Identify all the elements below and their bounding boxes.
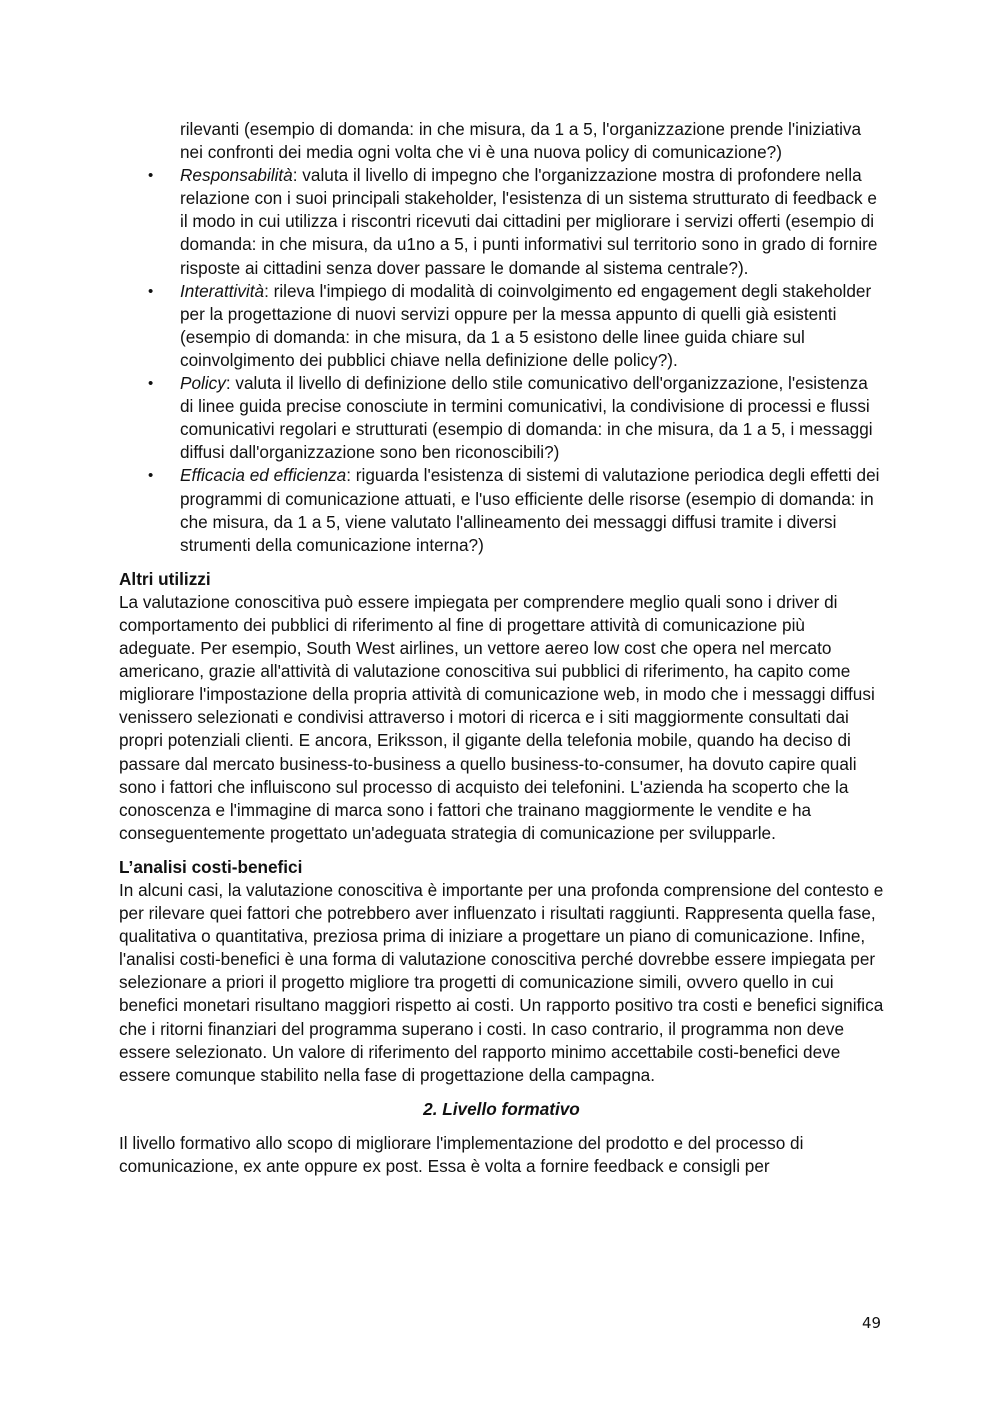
list-item <box>119 372 884 464</box>
heading-analisi-costi-benefici: L’analisi costi-benefici <box>119 856 303 877</box>
paragraph-livello-formativo: Il livello formativo allo scopo di migliorare l'implementazione del prodotto e del processo di comunicazione, ex ante oppure ex post. Essa è volta a fornire feedback e consigli per <box>119 1132 804 1177</box>
definition: : riguarda l'esistenza di sistemi di valutazione periodica degli effetti dei programmi di comunicazione attuati, e l'uso efficiente delle risorse (esempio di domanda: in che misura, da 1 a 5, viene valutato l'allineamento dei messaggi diffusi tramite i diversi strumenti della comunicazione interna?) <box>180 465 880 555</box>
bullet-icon: • <box>148 167 154 185</box>
definition: : valuta il livello di definizione dello stile comunicativo dell'organizzazione, l'esistenza di linee guida precise conosciute in termini comunicativi, la condivisione di processi e flussi comunicativi regolari e strutturati (esempio di domanda: in che misura, da 1 a 5, i messaggi diffusi dall'organizzazione sono ben riconoscibili?) <box>180 373 873 463</box>
page-number: 49 <box>862 1314 882 1332</box>
list-item <box>119 464 884 556</box>
term: Efficacia ed efficienza <box>180 465 347 486</box>
heading-altri-utilizzi: Altri utilizzi <box>119 568 211 589</box>
heading-livello-formativo: 2. Livello formativo <box>423 1098 580 1119</box>
definition: : valuta il livello di impegno che l'organizzazione mostra di profondere nella relazione con i suoi principali stakeholder, l'esistenza di un sistema strutturato di feedback e il modo in cui utilizza i riscontri ricevuti dai cittadini per migliorare i servizi offerti (esempio di domanda: in che misura, da u1no a 5, i punti informativi sul territorio sono in grado di fornire risposte ai cittadini senza dover passare le domande al sistema centrale?). <box>180 165 878 278</box>
list-item <box>119 164 884 279</box>
paragraph-analisi-costi-benefici: In alcuni casi, la valutazione conoscitiva è importante per una profonda comprensione del contesto e per rilevare quei fattori che potrebbero aver influenzato i risultati raggiunti. Rappresenta quella fase, qualitativa o quantitativa, preziosa prima di iniziare a progettare un piano di comunicazione. Infine, l'analisi costi-benefici è una forma di valutazione conoscitiva perché dovrebbe essere impiegata per selezionare a priori il progetto migliore tra progetti di comunicazione simili, ovvero quello in cui benefici monetari risultano maggiori rispetto ai costi. Un rapporto positivo tra costi e benefici significa che i ritorni finanziari del programma superano i costi. In caso contrario, il programma non deve essere selezionato. Un valore di riferimento del rapporto minimo accettabile costi-benefici deve essere comunque stabilito nella fase di progettazione della campagna. <box>119 880 884 1085</box>
criteria-list <box>119 164 884 557</box>
paragraph-altri-utilizzi: La valutazione conoscitiva può essere impiegata per comprendere meglio quali sono i driver di comportamento dei pubblici di riferimento al fine di progettare attività di comunicazione più adeguate. Per esempio, South West airlines, un vettore aereo low cost che opera nel mercato americano, grazie all'attività di valutazione conoscitiva sui pubblici di riferimento, ha capito come migliorare l'impostazione della propria attività di comunicazione web, in modo che i messaggi diffusi venissero selezionati e condivisi attraverso i motori di ricerca e i siti maggiormente consultati dai propri potenziali clienti. E ancora, Eriksson, il gigante della telefonia mobile, quando ha deciso di passare dal mercato business-to-business a quello business-to-consumer, ha dovuto capire quali sono i fattori che influiscono sul processo di acquisto dei telefonini. L'azienda ha scoperto che la conoscenza e l'immagine di marca sono i fattori che trainano maggiormente le vendite e ha conseguentemente progettato un'adeguata strategia di comunicazione per svilupparle. <box>119 591 875 843</box>
list-item <box>119 280 884 372</box>
term: Interattività <box>180 280 265 301</box>
bullet-icon: • <box>148 375 154 393</box>
document-page <box>119 118 884 1178</box>
bullet-icon: • <box>148 282 154 300</box>
continuation-paragraph: rilevanti (esempio di domanda: in che misura, da 1 a 5, l'organizzazione prende l'iniziativa nei confronti dei media ogni volta che vi è una nuova policy di comunicazione?) <box>180 119 862 163</box>
definition: : rileva l'impiego di modalità di coinvolgimento ed engagement degli stakeholder per la progettazione di nuovi servizi oppure per la messa appunto di quelli già esistenti (esempio di domanda: in che misura, da 1 a 5 esistono delle linee guida chiare sul coinvolgimento dei pubblici chiave nella definizione delle policy?). <box>180 280 872 370</box>
bullet-icon: • <box>148 467 154 485</box>
term: Policy <box>180 373 226 394</box>
term: Responsabilità <box>180 165 293 186</box>
